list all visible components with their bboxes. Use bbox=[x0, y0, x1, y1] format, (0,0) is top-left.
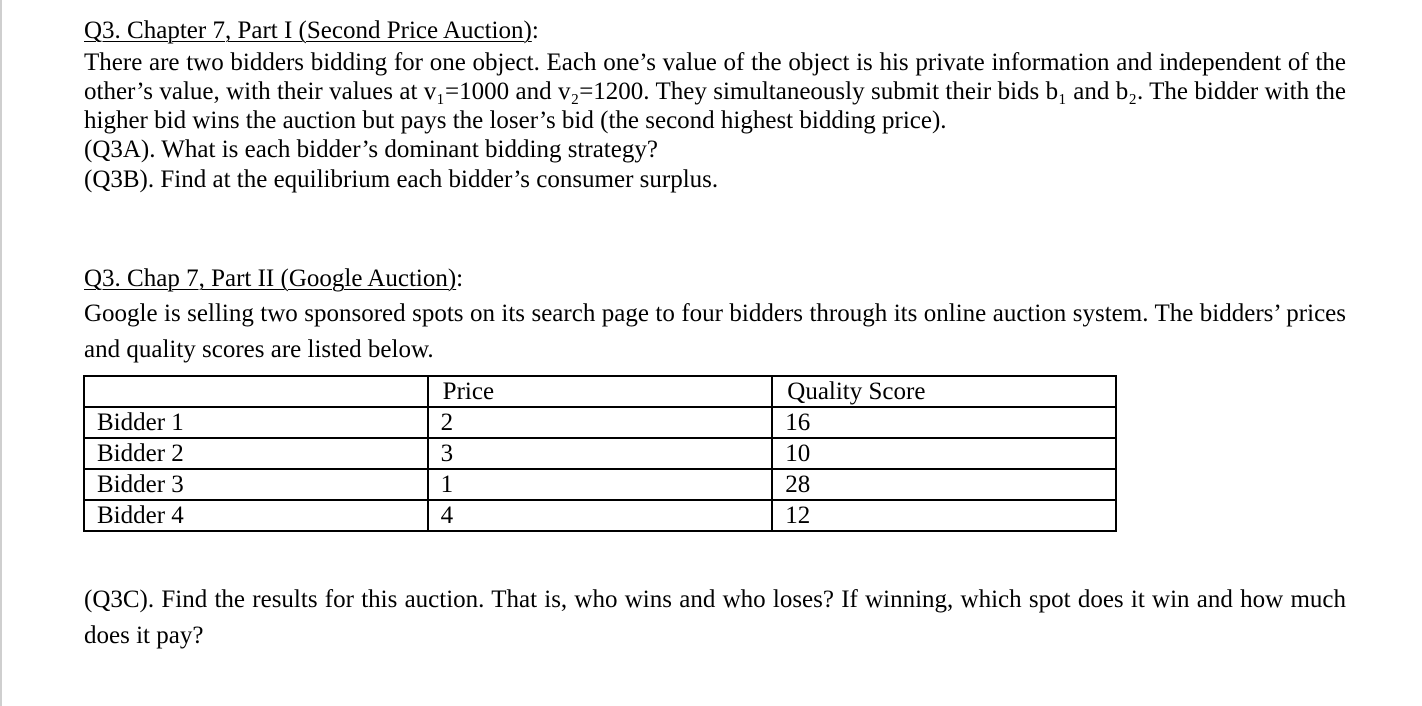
header-cell-quality bbox=[772, 376, 1116, 407]
part-one-heading-text: Q3. Chapter 7, Part I (Second Price Auction) bbox=[84, 17, 532, 44]
table-row bbox=[84, 500, 1116, 531]
page-edge-rule bbox=[0, 0, 2, 706]
quality-cell: 28 bbox=[772, 469, 1116, 500]
part-one-section bbox=[84, 14, 1346, 195]
table-row bbox=[84, 438, 1116, 469]
question-q3c: (Q3C). Find the results for this auction. That is, who wins and who loses? If winning, which spot does it win and how much does it pay? bbox=[84, 586, 1346, 649]
bidder-name-cell: Bidder 3 bbox=[84, 469, 428, 500]
question-q3b: (Q3B). Find at the equilibrium each bidder’s consumer surplus. bbox=[84, 166, 719, 193]
part-two-heading-text: Q3. Chap 7, Part II (Google Auction) bbox=[84, 265, 457, 292]
price-cell: 3 bbox=[428, 438, 773, 469]
bidder-table bbox=[83, 375, 1117, 532]
header-cell-blank bbox=[84, 376, 428, 407]
header-cell-price bbox=[428, 376, 773, 407]
part-two-heading-colon: : bbox=[456, 265, 464, 292]
bidder-name-cell: Bidder 2 bbox=[84, 438, 428, 469]
part-two-section bbox=[84, 262, 1346, 368]
header-price-label: Price bbox=[442, 378, 495, 405]
price-cell: 2 bbox=[428, 407, 773, 438]
part-two-paragraph: Google is selling two sponsored spots on its search page to four bidders through its online auction system. The bidders’ prices and quality scores are listed below. bbox=[84, 300, 1346, 363]
part-one-paragraph: There are two bidders bidding for one object. Each one’s value of the object is his private information and independent of the other’s value, with their values at v₁=1000 and v₂=1200. They simultaneously submit their bids b₁ and b₂. The bidder with the higher bid wins the auction but pays the loser’s bid (the second highest bidding price). bbox=[84, 49, 1346, 134]
part-one-heading-colon: : bbox=[531, 17, 539, 44]
quality-cell: 16 bbox=[772, 407, 1116, 438]
table-row bbox=[84, 407, 1116, 438]
quality-cell: 12 bbox=[772, 500, 1116, 531]
bidder-name-cell: Bidder 4 bbox=[84, 500, 428, 531]
quality-cell: 10 bbox=[772, 438, 1116, 469]
part-two-heading bbox=[84, 262, 463, 296]
header-quality-label: Quality Score bbox=[787, 378, 926, 405]
table-header-row bbox=[84, 376, 1116, 407]
question-q3a: (Q3A). What is each bidder’s dominant bidding strategy? bbox=[84, 136, 658, 163]
table-row bbox=[84, 469, 1116, 500]
part-one-heading bbox=[84, 14, 539, 48]
price-cell: 4 bbox=[428, 500, 773, 531]
price-cell: 1 bbox=[428, 469, 773, 500]
bidder-name-cell: Bidder 1 bbox=[84, 407, 428, 438]
